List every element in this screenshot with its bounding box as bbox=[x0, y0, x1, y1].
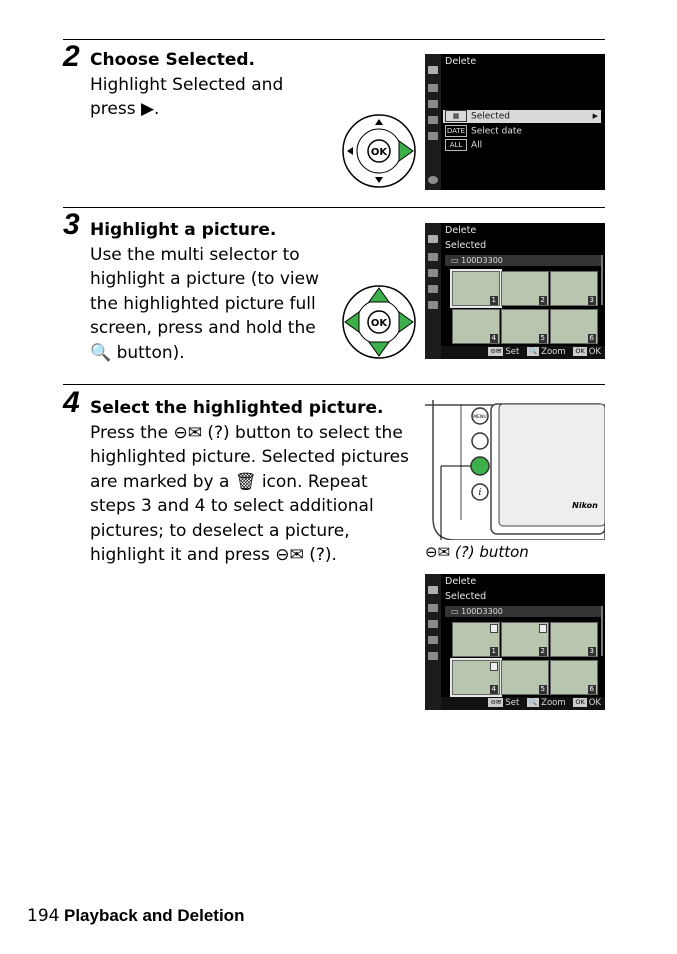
retouch-icon bbox=[428, 636, 438, 644]
camera-icon bbox=[428, 84, 438, 92]
camera-brand: Nikon bbox=[572, 501, 598, 510]
trash-icon bbox=[539, 624, 547, 633]
retouch-icon bbox=[428, 116, 438, 124]
wrench-icon bbox=[428, 269, 438, 277]
thumbnail[interactable] bbox=[550, 309, 598, 344]
footer-zoom: Zoom bbox=[541, 347, 566, 357]
camera-icon bbox=[428, 604, 438, 612]
protect-key-icon: ⊖✉ bbox=[490, 347, 502, 355]
section-title: Playback and Deletion bbox=[64, 906, 245, 925]
thumbnail[interactable] bbox=[550, 622, 598, 657]
step-heading: Highlight a picture. bbox=[90, 220, 277, 240]
ok-key-icon: OK bbox=[575, 347, 585, 355]
camera-back-illustration bbox=[425, 400, 605, 540]
recent-icon bbox=[428, 652, 438, 660]
zoom-key-icon: 🔍 bbox=[529, 347, 538, 355]
thumb-number: 6 bbox=[589, 685, 594, 693]
scrollbar[interactable] bbox=[601, 606, 603, 656]
grid-icon: ▦ bbox=[445, 110, 467, 122]
protect-key-icon: ⊖✉ bbox=[490, 698, 502, 706]
folder-label bbox=[445, 255, 601, 266]
delete-menu-screen bbox=[425, 54, 605, 190]
thumb-number: 2 bbox=[540, 296, 545, 304]
menu-item-select-date[interactable] bbox=[443, 125, 601, 138]
thumbnail[interactable] bbox=[452, 271, 500, 306]
footer-set: Set bbox=[505, 347, 520, 357]
footer-set: Set bbox=[505, 698, 520, 708]
multi-selector-right bbox=[341, 113, 417, 189]
screen-subtitle: Selected bbox=[445, 240, 487, 251]
menu-item-all[interactable] bbox=[443, 139, 601, 152]
step-4-text bbox=[90, 396, 410, 568]
multi-selector-all bbox=[341, 284, 417, 360]
screen-title: Delete bbox=[445, 225, 477, 236]
divider bbox=[63, 39, 605, 40]
footer-ok: OK bbox=[588, 698, 601, 708]
ok-label: OK bbox=[370, 147, 388, 158]
info-button-label: i bbox=[478, 488, 482, 498]
folder-label bbox=[445, 606, 601, 617]
retouch-icon bbox=[428, 285, 438, 293]
thumbnail[interactable] bbox=[452, 660, 500, 695]
menu-sidebar bbox=[425, 54, 441, 190]
step-number: 4 bbox=[63, 386, 80, 419]
trash-icon bbox=[490, 662, 498, 671]
wrench-icon bbox=[428, 100, 438, 108]
thumbnail[interactable] bbox=[501, 309, 549, 344]
folder-icon: ▭ bbox=[451, 256, 462, 265]
menu-item-label: Selected bbox=[471, 111, 511, 122]
page-number: 194 bbox=[27, 906, 60, 926]
folder-name: 100D3300 bbox=[461, 607, 503, 616]
date-icon: DATE bbox=[446, 127, 466, 135]
thumbnail[interactable] bbox=[550, 660, 598, 695]
thumbnail[interactable] bbox=[550, 271, 598, 306]
playback-icon bbox=[428, 66, 438, 74]
step-body: Use the multi selector to highlight a picture (to view the highlighted picture full screen, press and hold the 🔍 button). bbox=[90, 244, 319, 363]
thumb-number: 3 bbox=[589, 296, 594, 304]
thumbnail[interactable] bbox=[501, 271, 549, 306]
menu-sidebar bbox=[425, 223, 441, 359]
menu-item-selected[interactable] bbox=[443, 110, 601, 123]
thumb-number: 5 bbox=[540, 334, 545, 342]
step-number: 3 bbox=[63, 208, 80, 241]
step-body: Highlight Selected and press ▶. bbox=[90, 74, 284, 119]
wrench-icon bbox=[428, 620, 438, 628]
screen-footer bbox=[441, 697, 605, 710]
menu-item-label: All bbox=[471, 140, 483, 151]
thumb-number: 6 bbox=[589, 334, 594, 342]
help-icon bbox=[428, 176, 438, 184]
thumb-number: 2 bbox=[540, 647, 545, 655]
divider bbox=[63, 384, 605, 385]
screen-footer bbox=[441, 346, 605, 359]
scrollbar[interactable] bbox=[601, 255, 603, 305]
thumb-number: 1 bbox=[491, 296, 496, 304]
all-icon: ALL bbox=[445, 139, 467, 151]
playback-icon bbox=[428, 235, 438, 243]
trash-icon bbox=[490, 624, 498, 633]
footer-ok: OK bbox=[588, 347, 601, 357]
footer-zoom: Zoom bbox=[541, 698, 566, 708]
zoom-key-icon: 🔍 bbox=[529, 698, 538, 706]
screen-subtitle: Selected bbox=[445, 591, 487, 602]
ok-label: OK bbox=[370, 318, 388, 329]
step-heading: Select the highlighted picture. bbox=[90, 398, 384, 418]
folder-name: 100D3300 bbox=[461, 256, 503, 265]
screen-title: Delete bbox=[445, 56, 477, 67]
thumbnail[interactable] bbox=[452, 622, 500, 657]
step-body: Press the ⊖✉ (?) button to select the highlighted picture. Selected pictures are marked by a 🗑 icon. Repeat steps 3 and 4 to select additional pictures; to deselect a picture, highlight it and press ⊖✉ (?). bbox=[90, 422, 409, 565]
recent-icon bbox=[428, 132, 438, 140]
folder-icon: ▭ bbox=[451, 607, 462, 616]
thumb-number: 1 bbox=[491, 647, 496, 655]
thumb-number: 4 bbox=[491, 334, 496, 342]
camera-caption: ⊖✉ (?) button bbox=[425, 543, 529, 561]
camera-icon bbox=[428, 253, 438, 261]
playback-icon bbox=[428, 586, 438, 594]
thumbnail[interactable] bbox=[501, 660, 549, 695]
ok-key-icon: OK bbox=[575, 698, 585, 706]
recent-icon bbox=[428, 301, 438, 309]
step-2-text bbox=[90, 48, 410, 122]
menu-sidebar bbox=[425, 574, 441, 710]
thumb-number: 5 bbox=[540, 685, 545, 693]
thumbnail[interactable] bbox=[452, 309, 500, 344]
menu-button-label: MENU bbox=[473, 415, 487, 420]
menu-item-label: Select date bbox=[471, 126, 522, 137]
thumbnail-screen bbox=[425, 223, 605, 359]
divider bbox=[63, 207, 605, 208]
thumbnail-screen-marked bbox=[425, 574, 605, 710]
screen-title: Delete bbox=[445, 576, 477, 587]
thumb-number: 3 bbox=[589, 647, 594, 655]
chevron-right-icon: ▶ bbox=[592, 112, 598, 120]
step-heading: Choose Selected. bbox=[90, 50, 255, 70]
step-number: 2 bbox=[63, 40, 80, 73]
thumb-number: 4 bbox=[491, 685, 496, 693]
thumbnail[interactable] bbox=[501, 622, 549, 657]
